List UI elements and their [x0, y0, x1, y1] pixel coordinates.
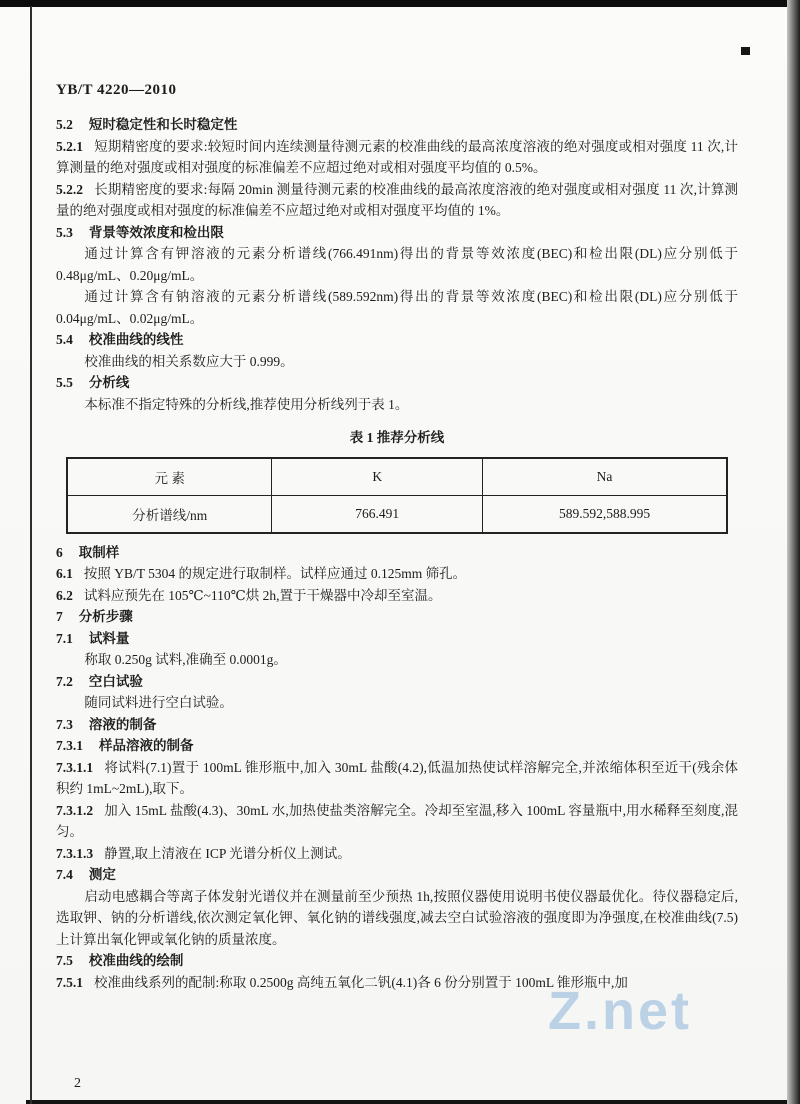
paragraph-text: 按照 YB/T 5304 的规定进行取制样。试样应通过 0.125mm 筛孔。	[83, 566, 467, 581]
paragraph	[56, 136, 738, 179]
clause-number: 7	[56, 609, 63, 624]
clause-title: 分析步骤	[78, 609, 133, 624]
clause-title: 背景等效浓度和检出限	[88, 224, 224, 240]
clause-title: 取制样	[78, 544, 120, 560]
paragraph-text: 校准曲线系列的配制:称取 0.2500g 高纯五氧化二钒(4.1)各 6 份分别置于 100mL 锥形瓶中,加	[94, 974, 628, 990]
clause-title: 校准曲线的绘制	[88, 953, 184, 968]
clause-number: 7.3.1.3	[56, 845, 94, 861]
paragraph	[56, 179, 738, 222]
paragraph	[56, 692, 738, 714]
paragraph-text: 校准曲线的相关系数应大于 0.999。	[84, 353, 294, 369]
paragraph-text: 长期精密度的要求:每隔 20min 测量待测元素的校准曲线的最高浓度溶液的绝对强度或相对强度 11 次,计算测量的绝对强度或相对强度的标准偏差不应超过绝对或相对强度平均值的 1%。	[56, 181, 738, 218]
paragraph-text: 短期精密度的要求:较短时间内连续测量待测元素的校准曲线的最高浓度溶液的绝对强度或相对强度 11 次,计算测量的绝对强度或相对强度的标准偏差不应超过绝对或相对强度平均值的 0.5%。	[56, 138, 738, 175]
clause-title: 校准曲线的线性	[88, 332, 184, 347]
clause-number: 7.3	[56, 716, 73, 732]
paragraph	[56, 972, 738, 994]
clause-number: 5.3	[56, 224, 73, 240]
table-header-cell: K	[272, 458, 483, 496]
clause-heading	[56, 671, 738, 693]
clause-number: 5.5	[56, 375, 73, 390]
clause-title: 溶液的制备	[88, 716, 157, 732]
paragraph-text: 本标准不指定特殊的分析线,推荐使用分析线列于表 1。	[84, 396, 409, 412]
doc-content	[56, 114, 738, 993]
table-cell: 589.592,588.995	[483, 495, 727, 533]
clause-heading	[56, 114, 738, 136]
clause-title: 样品溶液的制备	[99, 738, 194, 753]
paragraph-text: 加入 15mL 盐酸(4.3)、30mL 水,加热使盐类溶解完全。冷却至室温,移入 100mL 容量瓶中,用水稀释至刻度,混匀。	[56, 802, 738, 839]
paragraph	[56, 757, 738, 800]
table-header-cell: 元 素	[67, 458, 271, 496]
clause-number: 7.4	[56, 867, 73, 882]
paragraph-text: 通过计算含有钾溶液的元素分析谱线(766.491nm)得出的背景等效浓度(BEC)和检出限(DL)应分别低于 0.48μg/mL、0.20μg/mL。	[56, 246, 738, 283]
clause-number: 7.3.1.1	[56, 759, 94, 775]
clause-number: 7.2	[56, 673, 73, 689]
paragraph	[56, 800, 738, 843]
clause-number: 5.2.2	[56, 181, 83, 197]
clause-number: 6.1	[56, 566, 73, 581]
table-cell: 766.491	[272, 495, 483, 533]
clause-title: 分析线	[88, 375, 130, 390]
paragraph-text: 通过计算含有钠溶液的元素分析谱线(589.592nm)得出的背景等效浓度(BEC)和检出限(DL)应分别低于 0.04μg/mL、0.02μg/mL。	[56, 289, 738, 326]
scan-artifact-right-edge	[787, 0, 800, 1104]
clause-number: 6.2	[56, 587, 73, 603]
table-cell: 分析谱线/nm	[67, 495, 271, 533]
clause-number: 6	[56, 544, 63, 560]
scan-artifact-left-edge	[30, 6, 32, 1104]
paragraph	[56, 886, 738, 951]
clause-title: 测定	[88, 867, 116, 882]
clause-number: 5.2.1	[56, 138, 83, 154]
clause-number: 7.5.1	[56, 974, 83, 990]
paragraph-text: 将试料(7.1)置于 100mL 锥形瓶中,加入 30mL 盐酸(4.2),低温加热使试样溶解完全,并浓缩体积至近干(残余体积约 1mL~2mL),取下。	[56, 759, 738, 796]
clause-title: 试料量	[88, 630, 130, 646]
clause-number: 7.3.1	[56, 738, 83, 753]
table-caption: 表 1 推荐分析线	[349, 430, 445, 445]
paragraph-text: 静置,取上清液在 ICP 光谱分析仪上测试。	[104, 845, 351, 861]
clause-number: 5.2	[56, 117, 73, 132]
table-header-cell: Na	[483, 458, 727, 496]
clause-heading	[56, 222, 738, 244]
paragraph	[56, 394, 738, 416]
paragraph-text: 试料应预先在 105℃~110℃烘 2h,置于干燥器中冷却至室温。	[83, 587, 442, 603]
scan-artifact-speck	[741, 47, 750, 55]
clause-number: 7.3.1.2	[56, 802, 94, 818]
clause-heading	[56, 329, 738, 351]
clause-title: 短时稳定性和长时稳定性	[88, 117, 238, 132]
paragraph	[56, 351, 738, 373]
paragraph-text: 称取 0.250g 试料,准确至 0.0001g。	[84, 652, 287, 667]
clause-number: 5.4	[56, 332, 73, 347]
paragraph	[56, 585, 738, 607]
clause-heading	[56, 628, 738, 650]
paragraph-text: 启动电感耦合等离子体发射光谱仪并在测量前至少预热 1h,按照仪器使用说明书使仪器最优化。待仪器稳定后,选取钾、钠的分析谱线,依次测定氧化钾、氧化钠的谱线强度,减去空白试验溶液的强度即为净强度,在校准曲线(7.5)上计算出氧化钾或氧化钠的质量浓度。	[56, 888, 738, 947]
paragraph	[56, 286, 738, 329]
clause-heading	[56, 950, 738, 972]
standard-code: YB/T 4220—2010	[56, 82, 177, 98]
clause-heading	[56, 735, 738, 757]
table-row	[67, 495, 727, 533]
page-number: 2	[74, 1076, 81, 1091]
table-row	[67, 458, 727, 496]
paragraph	[56, 563, 738, 585]
clause-heading	[56, 542, 738, 564]
clause-number: 7.1	[56, 630, 73, 646]
recommended-analysis-line-table	[66, 457, 728, 534]
clause-title: 空白试验	[88, 673, 143, 689]
clause-heading	[56, 606, 738, 628]
clause-heading	[56, 714, 738, 736]
watermark-text: Z.net	[548, 981, 692, 1041]
paragraph-text: 随同试料进行空白试验。	[84, 695, 233, 710]
scan-artifact-top-edge	[0, 0, 800, 7]
paragraph	[56, 243, 738, 286]
paragraph	[56, 843, 738, 865]
clause-heading	[56, 864, 738, 886]
clause-number: 7.5	[56, 953, 73, 968]
clause-heading	[56, 372, 738, 394]
paragraph	[56, 649, 738, 671]
scan-artifact-bottom-edge	[26, 1100, 800, 1104]
